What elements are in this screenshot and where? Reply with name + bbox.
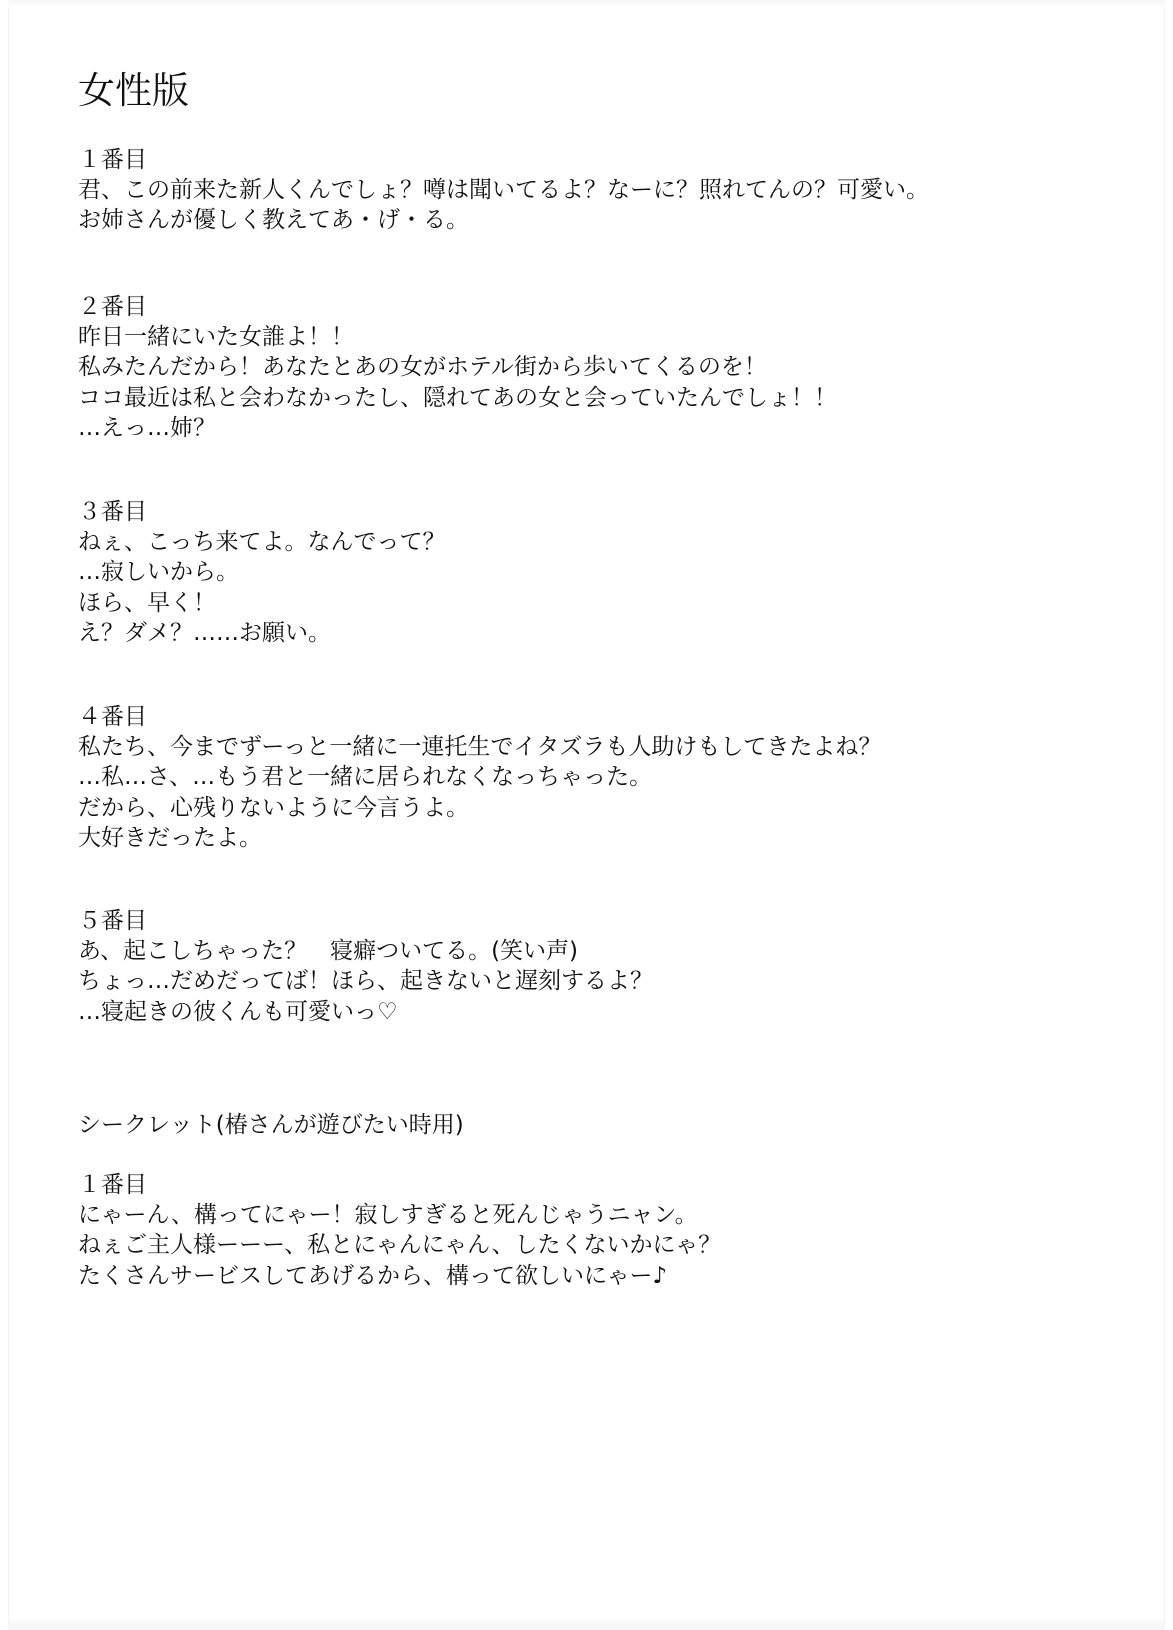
secret-item-1 (78, 1170, 721, 1291)
section-4-heading: ４番目 (78, 704, 147, 730)
section-2-line-4: …えっ…姉？ (78, 414, 216, 441)
section-3-line-4: え？ダメ？……お願い。 (78, 619, 331, 646)
section-2 (78, 292, 837, 443)
section-3-heading: ３番目 (78, 499, 147, 525)
secret-item-1-heading: １番目 (78, 1172, 147, 1198)
section-3-line-3: ほら、早く！ (78, 589, 216, 616)
section-5-line-1: あ、起こしちゃった？ 寝癖ついてる。(笑い声) (78, 938, 579, 965)
section-3-line-2: …寂しいから。 (78, 559, 239, 586)
section-1-line-1: 君、この前来た新人くんでしょ？噂は聞いてるよ？なーに？照れてんの？可愛い。 (78, 177, 929, 204)
section-2-line-1: 昨日一緒にいた女誰よ！！ (78, 324, 354, 351)
secret-item-1-line-2: ねぇご主人様ーーー、私とにゃんにゃん、したくないかにゃ？ (78, 1232, 722, 1259)
section-3 (78, 497, 446, 648)
section-5-line-3: …寝起きの彼くんも可愛いっ♡ (78, 998, 398, 1025)
section-1-heading: １番目 (78, 147, 147, 173)
section-4 (78, 702, 881, 853)
section-2-heading: ２番目 (78, 294, 147, 320)
section-4-line-2: …私…さ、…もう君と一緒に居られなくなっちゃった。 (78, 764, 653, 791)
section-5-line-2: ちょっ…だめだってば！ほら、起きないと遅刻するよ？ (78, 968, 653, 995)
document-title: 女性版 (78, 69, 189, 112)
section-1-line-2: お姉さんが優しく教えてあ・げ・る。 (78, 207, 469, 234)
section-4-line-1: 私たち、今までずーっと一緒に一連托生でイタズラも人助けもしてきたよね？ (78, 734, 882, 761)
secret-item-1-line-1: にゃーん、構ってにゃー！寂しすぎると死んじゃうニャン。 (78, 1202, 698, 1229)
section-4-line-3: だから、心残りないように今言うよ。 (78, 794, 469, 821)
secret-item-1-line-3: たくさんサービスしてあげるから、構って欲しいにゃー♪ (78, 1262, 668, 1289)
section-2-line-3: ココ最近は私と会わなかったし、隠れてあの女と会っていたんでしょ！！ (78, 384, 837, 411)
section-5-heading: ５番目 (78, 908, 147, 934)
section-2-line-2: 私みたんだから！あなたとあの女がホテル街から歩いてくるのを！ (78, 354, 767, 381)
secret-heading: シークレット(椿さんが遊びたい時用) (78, 1112, 464, 1138)
section-5 (78, 906, 653, 1027)
section-1 (78, 145, 929, 236)
section-3-line-1: ねぇ、こっち来てよ。なんでって？ (78, 529, 446, 556)
page-bottom-edge (8, 1616, 1165, 1630)
secret-section (78, 1110, 464, 1140)
section-4-line-4: 大好きだったよ。 (78, 824, 262, 851)
